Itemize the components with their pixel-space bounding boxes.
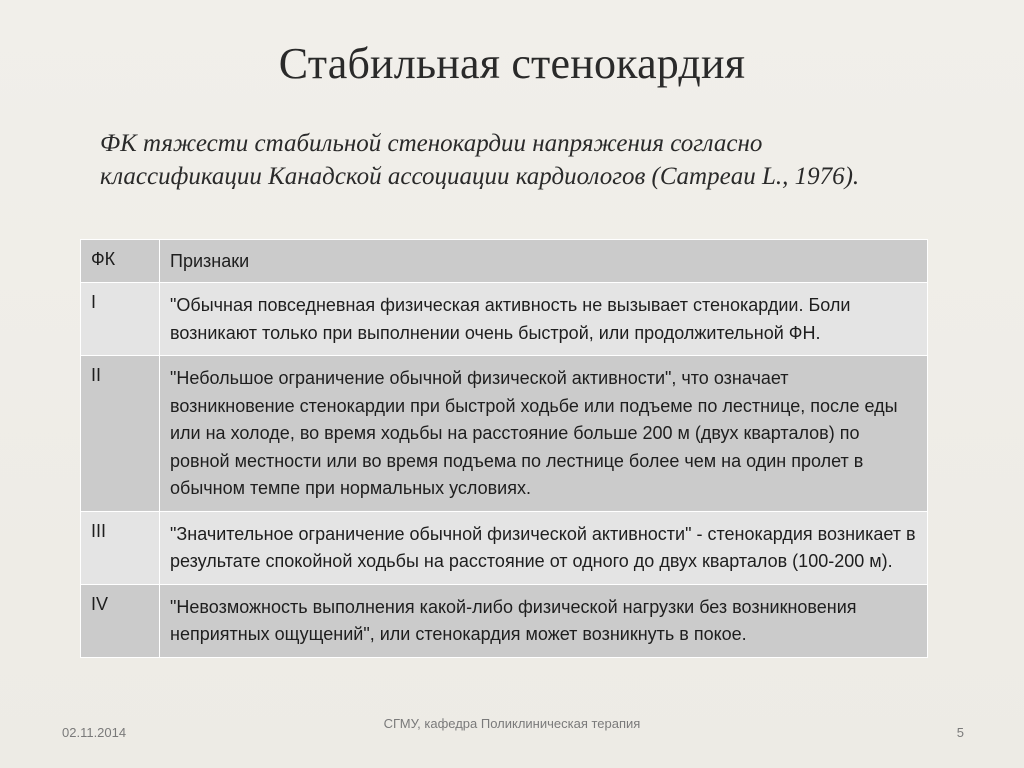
footer-department: СГМУ, кафедра Поликлиническая терапия	[383, 716, 641, 731]
row-fk-class: III	[81, 511, 160, 584]
table-row	[81, 283, 928, 356]
row-fk-class: IV	[81, 584, 160, 657]
table-header-row	[81, 240, 928, 283]
footer-date: 02.11.2014	[62, 725, 127, 740]
table-row	[81, 584, 928, 657]
slide-title: Стабильная стенокардия	[278, 39, 746, 88]
header-fk: ФК	[81, 240, 160, 283]
footer-page-number: 5	[956, 725, 964, 740]
table-row	[81, 511, 928, 584]
row-fk-class: I	[81, 283, 160, 356]
row-fk-class: II	[81, 356, 160, 512]
row-signs-text: "Невозможность выполнения какой-либо физической нагрузки без возникновения неприятных ощущений", или стенокардия может возникнуть в покое.	[160, 584, 928, 657]
header-signs: Признаки	[160, 240, 928, 283]
fk-classification-table	[80, 239, 928, 658]
table-row	[81, 356, 928, 512]
row-signs-text: "Небольшое ограничение обычной физической активности", что означает возникновение стенокардии при быстрой ходьбе или подъеме по лестнице, после еды или на холоде, во время ходьбы на расстояние больше 200 м (двух кварталов) по ровной местности или во время подъема по лестнице более чем на один пролет в обычном темпе при нормальных условиях.	[160, 356, 928, 512]
row-signs-text: "Обычная повседневная физическая активность не вызывает стенокардии. Боли возникают только при выполнении очень быстрой, или продолжительной ФН.	[160, 283, 928, 356]
slide-subtitle: ФК тяжести стабильной стенокардии напряжения согласно классификации Канадской ассоциации кардиологов (Campeau L., 1976).	[100, 130, 860, 190]
row-signs-text: "Значительное ограничение обычной физической активности" - стенокардия возникает в результате спокойной ходьбы на расстояние от одного до двух кварталов (100-200 м).	[160, 511, 928, 584]
